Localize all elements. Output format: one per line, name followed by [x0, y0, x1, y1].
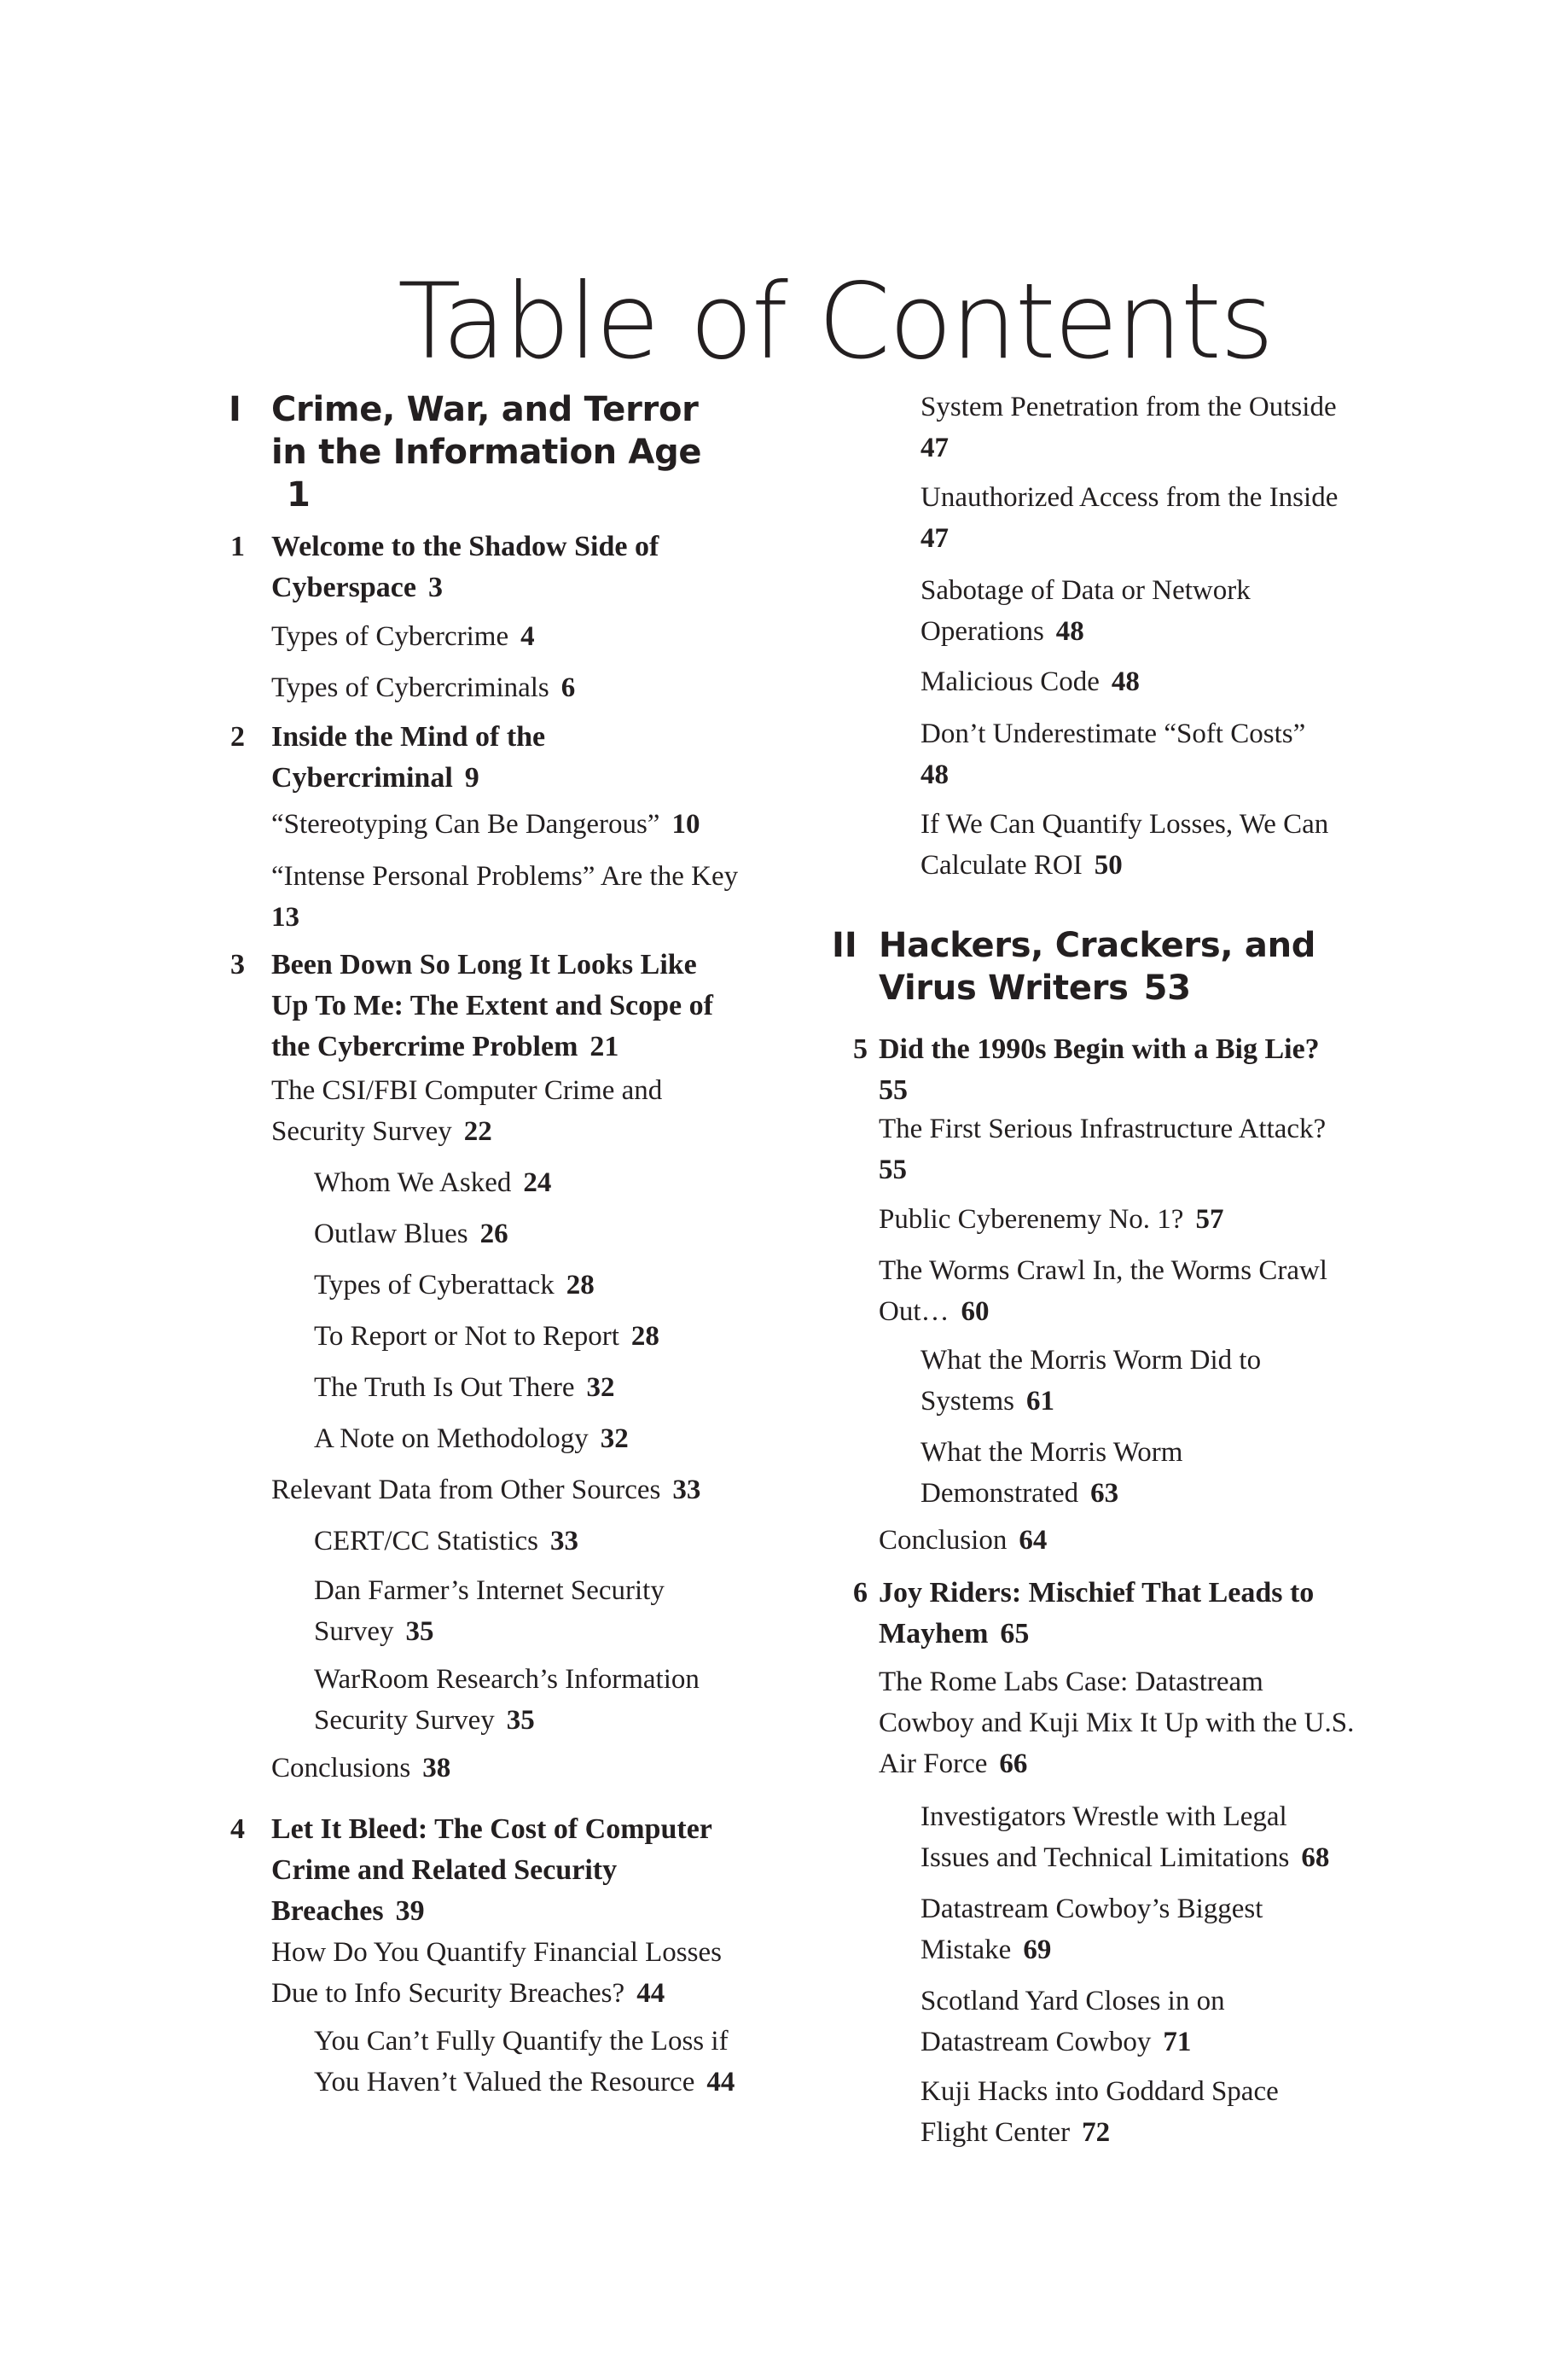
page-number: 65 [1000, 1618, 1030, 1649]
subsection-title [920, 387, 1337, 468]
chapter-title-line [271, 986, 713, 1027]
chapter-title-line [271, 1850, 712, 1891]
title-text: A Note on Methodology [314, 1423, 589, 1454]
section-title [271, 667, 575, 708]
section-title [271, 1070, 662, 1152]
title-text: Security Survey [271, 1116, 452, 1147]
section-title-line [271, 616, 535, 657]
page-number: 6 [560, 672, 576, 703]
subsection-title-line [314, 1418, 629, 1459]
chapter-title [271, 1809, 712, 1932]
section-title-line [879, 1661, 1354, 1702]
subsection-title-line [920, 1837, 1329, 1878]
section-title [879, 1199, 1223, 1240]
page-number: 69 [1023, 1935, 1052, 1965]
page-number: 68 [1301, 1842, 1330, 1873]
subsection-title-line [920, 1796, 1329, 1837]
subsection-title-line [920, 570, 1251, 611]
title-text: Conclusions [271, 1753, 411, 1783]
part-title-line [879, 967, 1315, 1009]
subsection-title-line [920, 387, 1337, 428]
title-text: Dan Farmer’s Internet Security [314, 1575, 665, 1606]
title-text: Mistake [920, 1935, 1012, 1965]
subsection-title-line [920, 1473, 1182, 1514]
title-text: Mayhem [879, 1618, 989, 1649]
subsection-title-line [920, 477, 1338, 518]
chapter-title-line [879, 1573, 1314, 1614]
chapter-title [879, 1573, 1314, 1655]
page-number: 50 [1094, 850, 1123, 881]
title-text: To Report or Not to Report [314, 1321, 619, 1352]
section-title [879, 1520, 1047, 1561]
title-text: Let It Bleed: The Cost of Computer [271, 1813, 712, 1845]
subsection-title-line [920, 2022, 1225, 2063]
title-text: CERT/CC Statistics [314, 1526, 538, 1556]
title-text: The Rome Labs Case: Datastream [879, 1667, 1263, 1697]
chapter-title [271, 527, 659, 608]
chapter-number: 6 [853, 1577, 868, 1609]
title-text: Operations [920, 616, 1044, 647]
title-text: in the Information Age [271, 433, 702, 472]
page-number: 24 [523, 1167, 552, 1198]
section-title-line [879, 1108, 1326, 1149]
page-number: 22 [463, 1116, 492, 1147]
section-title-line [879, 1250, 1327, 1291]
page-number: 66 [999, 1748, 1028, 1779]
chapter-title-line [879, 1029, 1320, 1070]
title-text: the Cybercrime Problem [271, 1031, 578, 1062]
title-text: “Intense Personal Problems” Are the Key [271, 861, 739, 892]
chapter-title-line [271, 1809, 712, 1850]
part-number: I [229, 390, 241, 429]
subsection-title-line [314, 2021, 735, 2062]
title-text: Breaches [271, 1895, 384, 1927]
subsection-title [920, 713, 1305, 795]
title-text: Systems [920, 1386, 1015, 1417]
page-number: 28 [566, 1270, 595, 1300]
title-text: Flight Center [920, 2117, 1071, 2148]
page-number: 33 [672, 1475, 701, 1505]
page-number: 64 [1019, 1525, 1048, 1556]
section-title-line [879, 1702, 1354, 1743]
page-number: 60 [961, 1296, 990, 1327]
title-text: Been Down So Long It Looks Like [271, 949, 697, 980]
chapter-number: 2 [230, 721, 245, 753]
subsection-title-line [920, 804, 1328, 845]
title-text: The Truth Is Out There [314, 1372, 575, 1403]
chapter-title-line [271, 527, 659, 567]
title-text: Calculate ROI [920, 850, 1083, 881]
title-text: The Worms Crawl In, the Worms Crawl [879, 1255, 1327, 1286]
part-title [271, 388, 701, 516]
page-number: 55 [879, 1074, 908, 1106]
page-title: Table of Contents [398, 261, 1273, 382]
subsection-title [920, 2071, 1279, 2153]
page-number: 21 [589, 1031, 619, 1062]
subsection-title [314, 1418, 629, 1459]
title-text: Cowboy and Kuji Mix It Up with the U.S. [879, 1708, 1355, 1738]
title-text: Issues and Technical Limitations [920, 1842, 1290, 1873]
page-number: 44 [636, 1978, 665, 2009]
title-text: Public Cyberenemy No. 1? [879, 1204, 1184, 1235]
subsection-title-line [920, 1340, 1261, 1381]
title-text: Cyberspace [271, 572, 416, 603]
title-text: Cybercriminal [271, 762, 453, 794]
part-number: II [832, 926, 857, 965]
title-text: Inside the Mind of the [271, 721, 546, 753]
page-number: 35 [506, 1705, 535, 1736]
chapter-title [271, 717, 545, 799]
title-text: Types of Cybercrime [271, 621, 509, 652]
subsection-title [920, 1432, 1182, 1514]
title-text: Outlaw Blues [314, 1219, 468, 1249]
title-text: You Can’t Fully Quantify the Loss if [314, 2026, 729, 2057]
page-number: 48 [1055, 616, 1084, 647]
title-text: Up To Me: The Extent and Scope of [271, 990, 713, 1021]
subsection-title [920, 477, 1338, 559]
chapter-title [879, 1029, 1320, 1111]
subsection-title-line [314, 1700, 700, 1741]
subsection-title [920, 1981, 1225, 2063]
subsection-title-line [314, 1162, 551, 1203]
section-title-line [271, 1748, 450, 1789]
title-text: Investigators Wrestle with Legal [920, 1801, 1287, 1832]
section-title [271, 1469, 700, 1510]
chapter-number: 1 [230, 531, 245, 562]
subsection-title [314, 1659, 700, 1741]
subsection-title [314, 1213, 508, 1254]
title-text: What the Morris Worm [920, 1437, 1183, 1468]
page-number: 38 [422, 1753, 451, 1783]
section-title [271, 856, 738, 938]
subsection-title-line [314, 1316, 659, 1357]
subsection-title-line [314, 1213, 508, 1254]
page-number: 53 [1143, 969, 1191, 1008]
chapter-title-line [271, 945, 713, 986]
subsection-title [920, 661, 1140, 702]
subsection-title-line [920, 1929, 1263, 1970]
subsection-title-line [920, 1381, 1261, 1422]
title-text: Demonstrated [920, 1478, 1079, 1509]
title-text: Did the 1990s Begin with a Big Lie? [879, 1033, 1320, 1065]
subsection-title-line [920, 1432, 1182, 1473]
section-title-line [879, 1291, 1327, 1332]
subsection-title [314, 1162, 551, 1203]
title-text: Virus Writers [879, 969, 1129, 1008]
title-text: Datastream Cowboy’s Biggest [920, 1894, 1263, 1924]
page-number: 47 [920, 433, 949, 463]
subsection-title-line [314, 1570, 665, 1611]
subsection-title-line [314, 1611, 665, 1652]
subsection-title [920, 570, 1251, 652]
title-text: Unauthorized Access from the Inside [920, 482, 1339, 513]
section-title [879, 1250, 1327, 1332]
title-text: Survey [314, 1616, 394, 1647]
title-text: System Penetration from the Outside [920, 392, 1337, 422]
chapter-title-line [271, 758, 545, 799]
title-text: Types of Cyberattack [314, 1270, 555, 1300]
subsection-title [920, 804, 1328, 886]
section-title-line [879, 1199, 1223, 1240]
part-title-line [271, 388, 701, 431]
title-text: Air Force [879, 1748, 988, 1779]
section-title-line [879, 1743, 1354, 1784]
section-title-line [271, 1070, 662, 1111]
section-title-line [271, 1932, 722, 1973]
subsection-title-line [920, 661, 1140, 702]
page-number: 63 [1090, 1478, 1119, 1509]
title-text: Sabotage of Data or Network [920, 575, 1251, 606]
chapter-title-line [271, 1027, 713, 1068]
subsection-title [314, 1316, 659, 1357]
chapter-number: 5 [853, 1033, 868, 1065]
subsection-title-line [920, 1981, 1225, 2022]
subsection-title-line [920, 1888, 1263, 1929]
section-title [271, 1748, 450, 1789]
section-title-line [271, 856, 738, 897]
chapter-number: 4 [230, 1813, 245, 1845]
section-title-line [271, 667, 575, 708]
subsection-title-line [920, 2112, 1279, 2153]
subsection-title [314, 1265, 595, 1306]
subsection-title [314, 1367, 615, 1408]
title-text: Relevant Data from Other Sources [271, 1475, 661, 1505]
page-number: 3 [427, 572, 443, 603]
section-title-line [271, 1111, 662, 1152]
title-text: If We Can Quantify Losses, We Can [920, 809, 1329, 840]
section-title [879, 1661, 1354, 1784]
part-title-line [879, 924, 1315, 967]
page-number: 72 [1082, 2117, 1111, 2148]
subsection-title [314, 2021, 735, 2103]
title-text: Joy Riders: Mischief That Leads to [879, 1577, 1315, 1609]
title-text: Out… [879, 1296, 950, 1327]
page-number: 48 [1111, 666, 1140, 697]
subsection-title [920, 1340, 1261, 1422]
page-number: 1 [287, 475, 311, 515]
section-title [271, 804, 700, 845]
title-text: Conclusion [879, 1525, 1008, 1556]
subsection-title [314, 1521, 578, 1562]
page-number: 57 [1195, 1204, 1224, 1235]
subsection-title-line [314, 1367, 615, 1408]
page-number: 4 [520, 621, 535, 652]
subsection-title-line [314, 1265, 595, 1306]
title-text: What the Morris Worm Did to [920, 1345, 1262, 1376]
page-number: 61 [1026, 1386, 1055, 1417]
title-text: Whom We Asked [314, 1167, 512, 1198]
page-number: 44 [706, 2067, 735, 2097]
section-title [879, 1108, 1326, 1190]
page-number: 48 [920, 759, 949, 790]
page-number: 39 [395, 1895, 425, 1927]
section-title-line [271, 1469, 700, 1510]
title-text: Crime, War, and Terror [271, 390, 699, 429]
page-number: 71 [1163, 2027, 1192, 2057]
chapter-title-line [879, 1614, 1314, 1655]
subsection-title-line [314, 2062, 735, 2103]
page-number: 10 [671, 809, 700, 840]
chapter-title [271, 945, 713, 1068]
section-title [271, 1932, 722, 2014]
title-text: Don’t Underestimate “Soft Costs” [920, 719, 1306, 749]
title-text: The CSI/FBI Computer Crime and [271, 1075, 663, 1106]
title-text: Malicious Code [920, 666, 1100, 697]
title-text: Datastream Cowboy [920, 2027, 1152, 2057]
title-text: Types of Cybercriminals [271, 672, 549, 703]
subsection-title-line [920, 713, 1305, 754]
title-text: Welcome to the Shadow Side of [271, 531, 659, 562]
page-number: 9 [464, 762, 479, 794]
title-text: Hackers, Crackers, and [879, 926, 1316, 965]
title-text: Kuji Hacks into Goddard Space [920, 2076, 1279, 2107]
subsection-title-line [920, 2071, 1279, 2112]
title-text: Security Survey [314, 1705, 495, 1736]
subsection-title-line [920, 611, 1251, 652]
page-number: 26 [479, 1219, 508, 1249]
title-text: The First Serious Infrastructure Attack? [879, 1114, 1327, 1144]
chapter-title-line [271, 717, 545, 758]
title-text: “Stereotyping Can Be Dangerous” [271, 809, 660, 840]
chapter-number: 3 [230, 949, 245, 980]
page-number: 32 [586, 1372, 615, 1403]
title-text: Crime and Related Security [271, 1854, 618, 1886]
page-number: 35 [405, 1616, 434, 1647]
section-title-line [879, 1520, 1047, 1561]
title-text: Scotland Yard Closes in on [920, 1986, 1225, 2016]
subsection-title-line [314, 1659, 700, 1700]
page-number: 32 [600, 1423, 629, 1454]
page-number: 55 [879, 1155, 907, 1185]
part-title-line [271, 431, 701, 474]
title-text: How Do You Quantify Financial Losses [271, 1937, 722, 1968]
subsection-title [920, 1888, 1263, 1970]
chapter-title-line [271, 1891, 712, 1932]
section-title [271, 616, 535, 657]
page-number: 33 [549, 1526, 578, 1556]
subsection-title [314, 1570, 665, 1652]
page-number: 13 [271, 902, 299, 933]
chapter-title-line [271, 567, 659, 608]
title-text: WarRoom Research’s Information [314, 1664, 700, 1695]
subsection-title-line [314, 1521, 578, 1562]
title-text: Due to Info Security Breaches? [271, 1978, 625, 2009]
page-number: 47 [920, 523, 949, 554]
subsection-title-line [920, 845, 1328, 886]
section-title-line [271, 1973, 722, 2014]
section-title-line [271, 804, 700, 845]
page-number: 28 [630, 1321, 659, 1352]
subsection-title [920, 1796, 1329, 1878]
part-title [879, 924, 1315, 1009]
title-text: You Haven’t Valued the Resource [314, 2067, 695, 2097]
